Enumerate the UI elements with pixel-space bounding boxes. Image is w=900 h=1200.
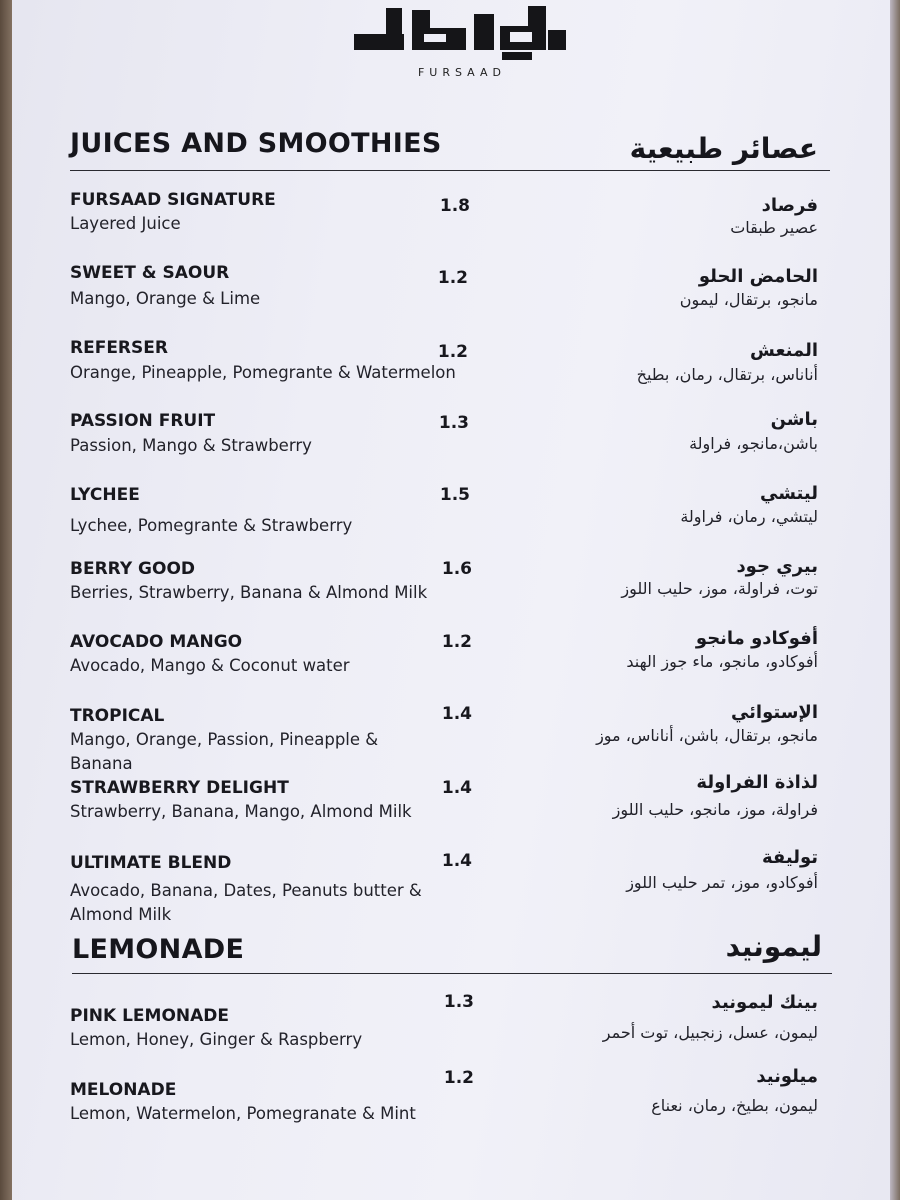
item-name-ar: المنعش: [750, 340, 818, 361]
item-description-ar: باشن،مانجو، فراولة: [689, 434, 818, 453]
item-name-ar: بينك ليمونيد: [711, 992, 818, 1013]
item-name: PINK LEMONADE: [70, 1006, 230, 1026]
item-description-ar: مانجو، برتقال، باشن، أناناس، موز: [596, 726, 818, 745]
item-description: Strawberry, Banana, Mango, Almond Milk: [70, 802, 412, 821]
item-description: Lemon, Watermelon, Pomegranate & Mint: [70, 1104, 416, 1123]
item-description: Mango, Orange, Passion, Pineapple & Banana: [70, 730, 379, 773]
section-title-juices-ar: عصائر طبيعية: [629, 132, 818, 165]
item-name-ar: أفوكادو مانجو: [695, 628, 818, 649]
item-description-ar: ليمون، عسل، زنجبيل، توت أحمر: [602, 1023, 818, 1042]
menu-page: [12, 0, 890, 1200]
item-price: 1.4: [441, 851, 472, 871]
item-name-ar: الإستوائي: [730, 702, 818, 723]
section-title-juices: JUICES AND SMOOTHIES: [70, 128, 442, 159]
item-description: Passion, Mango & Strawberry: [70, 436, 312, 455]
item-name: LYCHEE: [70, 485, 140, 505]
item-description-ar: ليتشي، رمان، فراولة: [680, 507, 818, 526]
item-name: STRAWBERRY DELIGHT: [70, 778, 289, 798]
item-description: Lemon, Honey, Ginger & Raspberry: [70, 1030, 363, 1049]
item-name-ar: الحامض الحلو: [698, 266, 818, 287]
item-price: 1.2: [441, 632, 472, 652]
item-description: Lychee, Pomegrante & Strawberry: [70, 516, 353, 535]
item-price: 1.5: [439, 485, 470, 505]
section-divider: [70, 170, 830, 171]
section-title-lemonade-ar: ليمونيد: [725, 930, 822, 963]
item-price: 1.4: [441, 704, 472, 724]
item-name-ar: ميلونيد: [756, 1066, 818, 1087]
logo-subtitle: FURSAAD: [417, 66, 507, 79]
item-price: 1.2: [437, 342, 468, 362]
item-name-ar: بيري جود: [736, 556, 818, 577]
item-description: Orange, Pineapple, Pomegrante & Watermelon: [70, 363, 456, 382]
item-name: SWEET & SAOUR: [70, 263, 230, 283]
item-description: Avocado, Banana, Dates, Peanuts butter & Almond Milk: [70, 881, 422, 924]
item-name: PASSION FRUIT: [70, 411, 216, 431]
item-name: MELONADE: [70, 1080, 177, 1100]
background-edge-right: [890, 0, 900, 1200]
item-price: 1.2: [443, 1068, 474, 1088]
item-price: 1.8: [439, 196, 470, 216]
item-description: Layered Juice: [70, 214, 181, 233]
item-name: ULTIMATE BLEND: [70, 853, 232, 873]
fursaad-logo: [342, 0, 582, 90]
item-description-ar: أفوكادو، موز، تمر حليب اللوز: [626, 873, 818, 892]
fursaad-logo-mark: [352, 0, 572, 62]
item-price: 1.2: [437, 268, 468, 288]
item-description-ar: عصير طبقات: [730, 218, 818, 237]
item-name-ar: توليفة: [761, 847, 818, 868]
item-name-ar: فرصاد: [761, 195, 818, 216]
item-description: Avocado, Mango & Coconut water: [70, 656, 350, 675]
item-price: 1.4: [441, 778, 472, 798]
item-description-ar: ليمون، بطيخ، رمان، نعناع: [651, 1096, 818, 1115]
item-description-ar: أفوكادو، مانجو، ماء جوز الهند: [626, 652, 818, 671]
item-name-ar: باشن: [770, 409, 818, 430]
item-description: Mango, Orange & Lime: [70, 289, 261, 308]
item-description-ar: مانجو، برتقال، ليمون: [679, 290, 818, 309]
item-description-ar: أناناس، برتقال، رمان، بطيخ: [636, 365, 818, 384]
item-name-ar: لذاذة الفراولة: [696, 772, 818, 793]
item-name: TROPICAL: [70, 706, 165, 726]
item-name: AVOCADO MANGO: [70, 632, 243, 652]
item-name: FURSAAD SIGNATURE: [70, 190, 276, 210]
item-description-ar: فراولة، موز، مانجو، حليب اللوز: [612, 800, 818, 819]
item-name-ar: ليتشي: [760, 483, 818, 504]
item-name: REFERSER: [70, 338, 168, 358]
section-title-lemonade: LEMONADE: [72, 934, 245, 965]
item-description-ar: توت، فراولة، موز، حليب اللوز: [621, 579, 818, 598]
item-name: BERRY GOOD: [70, 559, 196, 579]
item-price: 1.3: [443, 992, 474, 1012]
section-divider: [72, 973, 832, 974]
item-description: Berries, Strawberry, Banana & Almond Milk: [70, 583, 428, 602]
item-price: 1.3: [438, 413, 469, 433]
item-price: 1.6: [441, 559, 472, 579]
